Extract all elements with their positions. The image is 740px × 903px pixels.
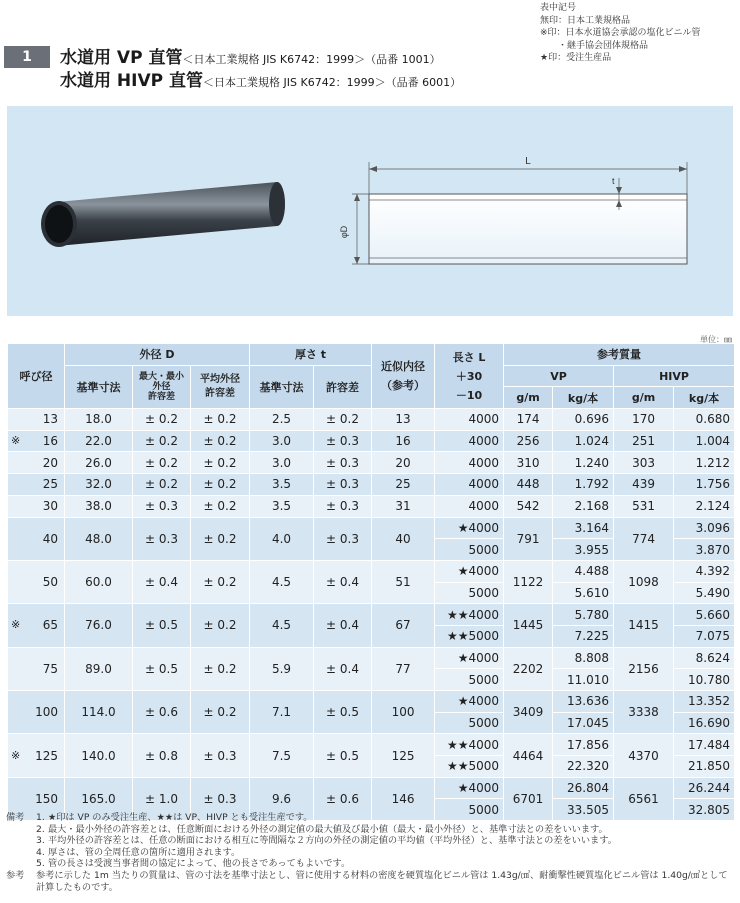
length-cell: 5000 [435, 712, 504, 734]
inner-diameter-cell: 13 [372, 409, 435, 431]
od-avg-tol-cell: ± 0.2 [191, 517, 250, 560]
od-avg-tol-cell: ± 0.3 [191, 734, 250, 777]
length-cell: 4000 [435, 430, 504, 452]
note-number: 5. [36, 858, 45, 870]
hivp-gm-cell: 303 [614, 452, 674, 474]
table-row [8, 517, 735, 539]
col-nominal: 呼び径 [8, 344, 65, 409]
hivp-kg-cell: 4.392 [674, 560, 735, 582]
nominal-size-cell [8, 409, 65, 431]
inner-diameter-cell: 125 [372, 734, 435, 777]
od-avg-tol-cell: ± 0.2 [191, 452, 250, 474]
od-standard-cell: 22.0 [65, 430, 133, 452]
hivp-kg-cell: 1.756 [674, 474, 735, 496]
title-vp-main: 水道用 VP 直管 [60, 48, 183, 68]
note-number: 1. [36, 812, 45, 823]
thickness-cell: 2.5 [250, 409, 314, 431]
notes-label: 備考 [6, 812, 25, 823]
od-standard-cell: 26.0 [65, 452, 133, 474]
hivp-gm-cell: 2156 [614, 647, 674, 690]
col-vp: VP [504, 365, 614, 387]
reference-label: 参考 [6, 869, 25, 881]
nominal-size-cell [8, 517, 65, 560]
vp-kg-cell: 11.010 [553, 669, 614, 691]
thickness-cell: 4.0 [250, 517, 314, 560]
hivp-kg-cell: 32.805 [674, 799, 735, 821]
od-minmax-tol-cell: ± 0.2 [133, 474, 191, 496]
thickness-cell: 7.5 [250, 734, 314, 777]
approval-mark: ※ [11, 618, 21, 632]
length-cell: ★4000 [435, 560, 504, 582]
inner-diameter-cell: 146 [372, 777, 435, 820]
col-vp-gm: g/m [504, 387, 553, 409]
od-standard-cell: 60.0 [65, 560, 133, 603]
length-cell: ★★5000 [435, 756, 504, 778]
inner-diameter-cell: 67 [372, 604, 435, 647]
length-cell: ★4000 [435, 517, 504, 539]
od-minmax-tol-cell: ± 1.0 [133, 777, 191, 820]
vp-kg-cell: 1.024 [553, 430, 614, 452]
inner-diameter-cell: 51 [372, 560, 435, 603]
inner-diameter-cell: 25 [372, 474, 435, 496]
table-row [8, 409, 735, 431]
table-row [8, 452, 735, 474]
hivp-gm-cell: 3338 [614, 691, 674, 734]
col-outer-diameter: 外径 D [65, 344, 250, 366]
col-thk-tol: 許容差 [314, 365, 372, 408]
hivp-kg-cell: 1.004 [674, 430, 735, 452]
symbol-legend [540, 2, 701, 65]
thickness-tol-cell: ± 0.2 [314, 409, 372, 431]
nominal-size-value: 20 [42, 455, 58, 470]
vp-kg-cell: 1.240 [553, 452, 614, 474]
inner-diameter-cell: 31 [372, 495, 435, 517]
thickness-cell: 4.5 [250, 560, 314, 603]
reference-text: 参考に示した 1m 当たりの質量は、管の寸法を基準寸法とし、管に使用する材料の密度を硬質塩化ビニル管は 1.43g/㎤、耐衝撃性硬質塩化ビニル管は 1.40g/㎤として計算したものです。 [36, 869, 728, 893]
nominal-size-cell [8, 495, 65, 517]
length-cell: 4000 [435, 452, 504, 474]
od-standard-cell: 114.0 [65, 691, 133, 734]
od-avg-tol-cell: ± 0.2 [191, 409, 250, 431]
col-thk-standard: 基準寸法 [250, 365, 314, 408]
thickness-cell: 9.6 [250, 777, 314, 820]
hivp-kg-cell: 3.096 [674, 517, 735, 539]
col-hivp-kg: kg/本 [674, 387, 735, 409]
thickness-cell: 7.1 [250, 691, 314, 734]
note-text: 管の長さは受渡当事者間の協定によって、他の長さであってもよいです。 [48, 858, 351, 870]
hivp-gm-cell: 531 [614, 495, 674, 517]
nominal-size-value: 65 [42, 618, 58, 633]
hivp-gm-cell: 1415 [614, 604, 674, 647]
length-cell: ★4000 [435, 691, 504, 713]
od-avg-tol-cell: ± 0.2 [191, 430, 250, 452]
note-text: 最大・最小外径の許容差とは、任意断面における外径の測定値の最大値及び最小値（最大・最小外径）と、基準寸法との差をいいます。 [48, 823, 608, 835]
title-hivp [60, 66, 461, 91]
length-cell: 5000 [435, 582, 504, 604]
col-hivp: HIVP [614, 365, 735, 387]
vp-gm-cell: 448 [504, 474, 553, 496]
vp-kg-cell: 3.164 [553, 517, 614, 539]
thickness-tol-cell: ± 0.5 [314, 691, 372, 734]
od-minmax-tol-cell: ± 0.5 [133, 604, 191, 647]
hivp-kg-cell: 16.690 [674, 712, 735, 734]
table-row [8, 560, 735, 582]
nominal-size-value: 16 [42, 434, 58, 449]
hivp-kg-cell: 0.680 [674, 409, 735, 431]
hivp-gm-cell: 170 [614, 409, 674, 431]
hivp-kg-cell: 13.352 [674, 691, 735, 713]
note-number: 4. [36, 846, 45, 858]
od-avg-tol-cell: ± 0.2 [191, 495, 250, 517]
length-cell: 5000 [435, 669, 504, 691]
length-cell: ★★4000 [435, 734, 504, 756]
col-vp-kg: kg/本 [553, 387, 614, 409]
table-row [8, 734, 735, 756]
hivp-gm-cell: 439 [614, 474, 674, 496]
hivp-kg-cell: 2.124 [674, 495, 735, 517]
vp-gm-cell: 256 [504, 430, 553, 452]
inner-diameter-cell: 20 [372, 452, 435, 474]
od-standard-cell: 89.0 [65, 647, 133, 690]
nominal-size-cell [8, 604, 65, 647]
vp-gm-cell: 1445 [504, 604, 553, 647]
title-hivp-main: 水道用 HIVP 直管 [60, 71, 204, 91]
hivp-gm-cell: 4370 [614, 734, 674, 777]
od-avg-tol-cell: ± 0.3 [191, 777, 250, 820]
vp-kg-cell: 26.804 [553, 777, 614, 799]
hivp-kg-cell: 7.075 [674, 625, 735, 647]
nominal-size-cell [8, 452, 65, 474]
od-minmax-tol-cell: ± 0.3 [133, 495, 191, 517]
pipe-illustration-panel [7, 106, 733, 316]
col-ref-mass: 参考質量 [504, 344, 735, 366]
col-hivp-gm: g/m [614, 387, 674, 409]
hivp-kg-cell: 1.212 [674, 452, 735, 474]
col-od-avg-tol: 平均外径 許容差 [191, 365, 250, 408]
hivp-gm-cell: 1098 [614, 560, 674, 603]
table-row [8, 604, 735, 626]
hivp-kg-cell: 10.780 [674, 669, 735, 691]
legend-item: 無印：日本工業規格品 [540, 15, 631, 26]
title-vp [60, 43, 441, 68]
hivp-kg-cell: 21.850 [674, 756, 735, 778]
notes [6, 812, 736, 893]
nominal-size-value: 13 [42, 412, 58, 427]
length-cell: 4000 [435, 409, 504, 431]
title-hivp-spec: ＜日本工業規格 JIS K6742：1999＞（品番 6001） [203, 76, 462, 89]
vp-kg-cell: 2.168 [553, 495, 614, 517]
pvc-pipe-photo [41, 182, 285, 247]
length-cell: ★4000 [435, 647, 504, 669]
col-od-standard: 基準寸法 [65, 365, 133, 408]
od-minmax-tol-cell: ± 0.2 [133, 430, 191, 452]
vp-kg-cell: 17.045 [553, 712, 614, 734]
thickness-tol-cell: ± 0.3 [314, 452, 372, 474]
col-length: 長さ L ＋30 －10 [435, 344, 504, 409]
od-avg-tol-cell: ± 0.2 [191, 604, 250, 647]
nominal-size-value: 25 [42, 477, 58, 492]
nominal-size-cell [8, 474, 65, 496]
thickness-tol-cell: ± 0.4 [314, 604, 372, 647]
vp-gm-cell: 2202 [504, 647, 553, 690]
approval-mark: ※ [11, 748, 21, 762]
od-standard-cell: 76.0 [65, 604, 133, 647]
length-cell: ★★5000 [435, 625, 504, 647]
od-standard-cell: 38.0 [65, 495, 133, 517]
approval-mark: ※ [11, 434, 21, 448]
od-avg-tol-cell: ± 0.2 [191, 560, 250, 603]
table-row [8, 495, 735, 517]
od-avg-tol-cell: ± 0.2 [191, 691, 250, 734]
thickness-tol-cell: ± 0.3 [314, 517, 372, 560]
vp-gm-cell: 174 [504, 409, 553, 431]
length-cell: 4000 [435, 474, 504, 496]
inner-diameter-cell: 100 [372, 691, 435, 734]
vp-kg-cell: 22.320 [553, 756, 614, 778]
nominal-size-value: 125 [35, 748, 58, 763]
hivp-kg-cell: 5.660 [674, 604, 735, 626]
thickness-tol-cell: ± 0.5 [314, 734, 372, 777]
vp-gm-cell: 542 [504, 495, 553, 517]
vp-gm-cell: 3409 [504, 691, 553, 734]
thickness-tol-cell: ± 0.3 [314, 430, 372, 452]
od-standard-cell: 165.0 [65, 777, 133, 820]
table-row [8, 647, 735, 669]
od-minmax-tol-cell: ± 0.8 [133, 734, 191, 777]
nominal-size-value: 150 [35, 791, 58, 806]
vp-gm-cell: 791 [504, 517, 553, 560]
table-row [8, 474, 735, 496]
legend-item: ・継手協会団体規格品 [540, 40, 649, 51]
hivp-kg-cell: 8.624 [674, 647, 735, 669]
thickness-tol-cell: ± 0.3 [314, 495, 372, 517]
od-minmax-tol-cell: ± 0.5 [133, 647, 191, 690]
thickness-cell: 3.5 [250, 474, 314, 496]
length-cell: 4000 [435, 495, 504, 517]
diameter-label: φD [339, 225, 349, 239]
note-text: 厚さは、管の全周任意の箇所に適用されます。 [48, 846, 241, 858]
vp-kg-cell: 4.488 [553, 560, 614, 582]
nominal-size-cell [8, 430, 65, 452]
thickness-tol-cell: ± 0.4 [314, 560, 372, 603]
length-cell: 5000 [435, 539, 504, 561]
nominal-size-value: 40 [42, 531, 58, 546]
nominal-size-cell [8, 647, 65, 690]
inner-diameter-cell: 77 [372, 647, 435, 690]
thickness-cell: 3.0 [250, 430, 314, 452]
pipe-dimension-drawing [339, 156, 687, 264]
col-od-minmax-tol: 最大・最小 外径 許容差 [133, 365, 191, 408]
thickness-tol-cell: ± 0.4 [314, 647, 372, 690]
legend-item: ※印：日本水道協会承認の塩化ビニル管 [540, 28, 701, 38]
section-number: 1 [4, 46, 50, 68]
nominal-size-cell [8, 734, 65, 777]
hivp-gm-cell: 774 [614, 517, 674, 560]
vp-gm-cell: 4464 [504, 734, 553, 777]
vp-gm-cell: 310 [504, 452, 553, 474]
od-standard-cell: 140.0 [65, 734, 133, 777]
vp-kg-cell: 13.636 [553, 691, 614, 713]
inner-diameter-cell: 16 [372, 430, 435, 452]
thickness-tol-cell: ± 0.3 [314, 474, 372, 496]
pipe-illustration [7, 106, 733, 316]
od-minmax-tol-cell: ± 0.6 [133, 691, 191, 734]
inner-diameter-cell: 40 [372, 517, 435, 560]
od-minmax-tol-cell: ± 0.3 [133, 517, 191, 560]
thickness-label: t [612, 176, 615, 186]
length-cell: ★★4000 [435, 604, 504, 626]
thickness-cell: 5.9 [250, 647, 314, 690]
od-minmax-tol-cell: ± 0.2 [133, 452, 191, 474]
table-row [8, 430, 735, 452]
hivp-kg-cell: 26.244 [674, 777, 735, 799]
nominal-size-value: 100 [35, 705, 58, 720]
length-cell: 5000 [435, 799, 504, 821]
vp-kg-cell: 8.808 [553, 647, 614, 669]
spec-table-body [8, 409, 735, 821]
vp-kg-cell: 33.505 [553, 799, 614, 821]
vp-kg-cell: 5.610 [553, 582, 614, 604]
od-avg-tol-cell: ± 0.2 [191, 647, 250, 690]
nominal-size-value: 75 [42, 661, 58, 676]
thickness-cell: 4.5 [250, 604, 314, 647]
hivp-kg-cell: 17.484 [674, 734, 735, 756]
od-minmax-tol-cell: ± 0.2 [133, 409, 191, 431]
col-inner-diameter: 近似内径 （参考） [372, 344, 435, 409]
note-text: ★印は VP のみ受注生産、★★は VP、HIVP とも受注生産です。 [48, 812, 313, 823]
length-label: L [525, 156, 531, 167]
od-standard-cell: 48.0 [65, 517, 133, 560]
note-text: 平均外径の許容差とは、任意の断面における相互に等間隔な２方向の外径の測定値の平均値（平均外径）と、基準寸法との差をいいます。 [48, 835, 617, 847]
table-row [8, 691, 735, 713]
hivp-kg-cell: 3.870 [674, 539, 735, 561]
vp-kg-cell: 7.225 [553, 625, 614, 647]
vp-gm-cell: 6701 [504, 777, 553, 820]
thickness-tol-cell: ± 0.6 [314, 777, 372, 820]
unit-label: 単位：㎜ [700, 335, 732, 344]
nominal-size-cell [8, 691, 65, 734]
vp-kg-cell: 1.792 [553, 474, 614, 496]
od-minmax-tol-cell: ± 0.4 [133, 560, 191, 603]
hivp-kg-cell: 5.490 [674, 582, 735, 604]
note-number: 3. [36, 835, 45, 847]
od-avg-tol-cell: ± 0.2 [191, 474, 250, 496]
vp-kg-cell: 0.696 [553, 409, 614, 431]
vp-kg-cell: 17.856 [553, 734, 614, 756]
vp-kg-cell: 3.955 [553, 539, 614, 561]
title-vp-spec: ＜日本工業規格 JIS K6742：1999＞（品番 1001） [182, 53, 441, 66]
nominal-size-cell [8, 560, 65, 603]
note-number: 2. [36, 823, 45, 835]
vp-kg-cell: 5.780 [553, 604, 614, 626]
od-standard-cell: 32.0 [65, 474, 133, 496]
hivp-gm-cell: 6561 [614, 777, 674, 820]
nominal-size-value: 30 [42, 499, 58, 514]
col-thickness: 厚さ t [250, 344, 372, 366]
legend-item: ★印：受注生産品 [540, 53, 612, 63]
thickness-cell: 3.0 [250, 452, 314, 474]
nominal-size-value: 50 [42, 575, 58, 590]
table-row [8, 777, 735, 799]
spec-table [7, 343, 735, 821]
od-standard-cell: 18.0 [65, 409, 133, 431]
length-cell: ★4000 [435, 777, 504, 799]
thickness-cell: 3.5 [250, 495, 314, 517]
hivp-gm-cell: 251 [614, 430, 674, 452]
vp-gm-cell: 1122 [504, 560, 553, 603]
legend-heading: 表中記号 [540, 3, 577, 13]
